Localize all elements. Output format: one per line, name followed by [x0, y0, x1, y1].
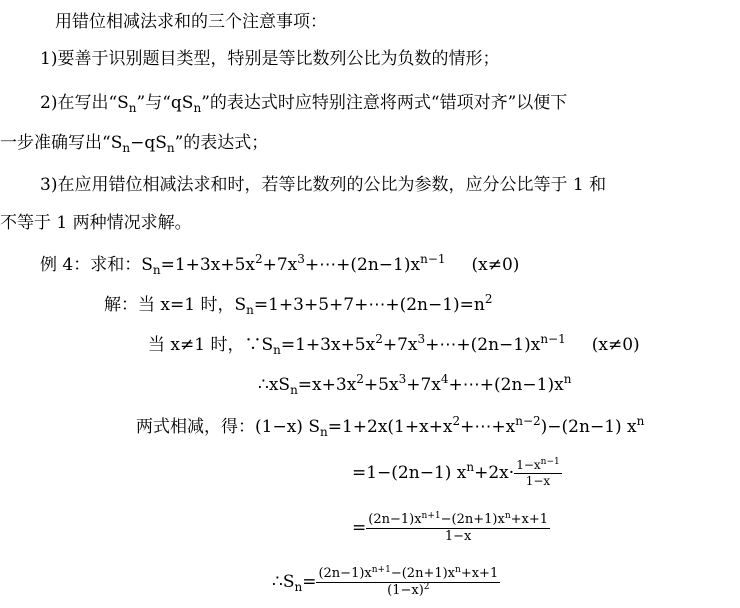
note-2-text-c: ”的表达式时应特别注意将两式“错项对齐”以便下 — [201, 93, 568, 113]
note-2-line-2 — [0, 132, 268, 154]
example-label: 例 4：求和： — [40, 255, 142, 275]
step-2 — [352, 512, 550, 545]
fraction-numerator: $(2n-1)x^{n+1}-(2n+1)x^n+x+1$ — [368, 511, 548, 527]
fraction-numerator: $1-x^{n-1}$ — [516, 457, 560, 472]
note-2-text-a: 2)在写出“ — [40, 93, 118, 113]
qsn-symbol: $qS_n$ — [170, 93, 202, 115]
therefore-symbol: ∴ — [272, 572, 283, 592]
note-2-line-1 — [40, 92, 567, 114]
example-4 — [40, 254, 519, 276]
therefore-symbol: ∴ — [258, 375, 269, 395]
note-2-text-b: ”与“ — [136, 93, 171, 113]
fraction-denominator: 1−x — [514, 473, 562, 489]
note-2-text-e: ”的表达式； — [174, 133, 269, 153]
fraction-step-2 — [366, 512, 550, 545]
sn-symbol: $S_n$ — [234, 295, 254, 317]
equals-sign: = — [352, 518, 367, 538]
sn-minus-qsn: $S_n-qS_n$ — [110, 133, 175, 155]
example-condition: (x≠0) — [471, 255, 520, 275]
subtraction-formula: (1−x) $S_n=1+2x(1+x+x^2+\cdots+x^{n-2})-(2n-1)$ $x^n$ — [255, 414, 645, 439]
fraction-final — [316, 566, 500, 599]
solution-case-1 — [104, 294, 493, 316]
final-result — [272, 566, 500, 599]
note-1: 1)要善于识别题目类型，特别是等比数列公比为负数的情形； — [40, 49, 500, 69]
solution-label: 解：当 x=1 时， — [104, 295, 235, 315]
because-symbol: ∵ — [244, 335, 262, 355]
power-2: 2 — [484, 292, 493, 306]
sn-symbol: $S_n=$ — [282, 572, 317, 594]
case-2-condition: (x≠0) — [591, 335, 640, 355]
fraction-denominator: 1−x — [366, 528, 550, 545]
note-3-line-1: 3)在应用错位相减法求和时，若等比数列的公比为参数，应分公比等于 1 和 — [40, 175, 607, 195]
step-1-text-b: +2x· — [474, 463, 515, 483]
solution-result: =1+3+5+7+⋯+(2n−1)=n — [253, 295, 485, 315]
step-1-text-a: =1−(2n−1) x — [352, 463, 467, 483]
multiplied-formula: $xS_n=x+3x^2+5x^3+7x^4+\cdots+(2n-1)x^n$ — [268, 372, 572, 397]
example-formula: $S_n=1+3x+5x^2+7x^3+\cdots+(2n-1)x^{n-1}$ — [141, 252, 446, 277]
subtraction-label: 两式相减，得： — [136, 417, 255, 437]
subtraction-line — [136, 416, 644, 438]
step-1 — [352, 458, 562, 489]
power-n: n — [466, 460, 475, 474]
fraction-geometric — [514, 458, 562, 489]
note-2-text-d: 一步准确写出“ — [0, 133, 111, 153]
multiplied-series — [258, 374, 571, 396]
case-2-label: 当 x≠1 时， — [148, 335, 245, 355]
heading: 用错位相减法求和的三个注意事项： — [55, 12, 327, 32]
solution-case-2 — [148, 334, 640, 356]
note-3-line-2: 不等于 1 两种情况求解。 — [0, 213, 192, 233]
sn-symbol: $S_n$ — [117, 93, 137, 115]
fraction-numerator: $(2n-1)x^{n+1}-(2n+1)x^n+x+1$ — [318, 565, 499, 581]
fraction-denominator: $(1-x)^2$ — [316, 582, 500, 599]
case-2-formula: $S_n=1+3x+5x^2+7x^3+\cdots+(2n-1)x^{n-1}$ — [261, 332, 566, 357]
